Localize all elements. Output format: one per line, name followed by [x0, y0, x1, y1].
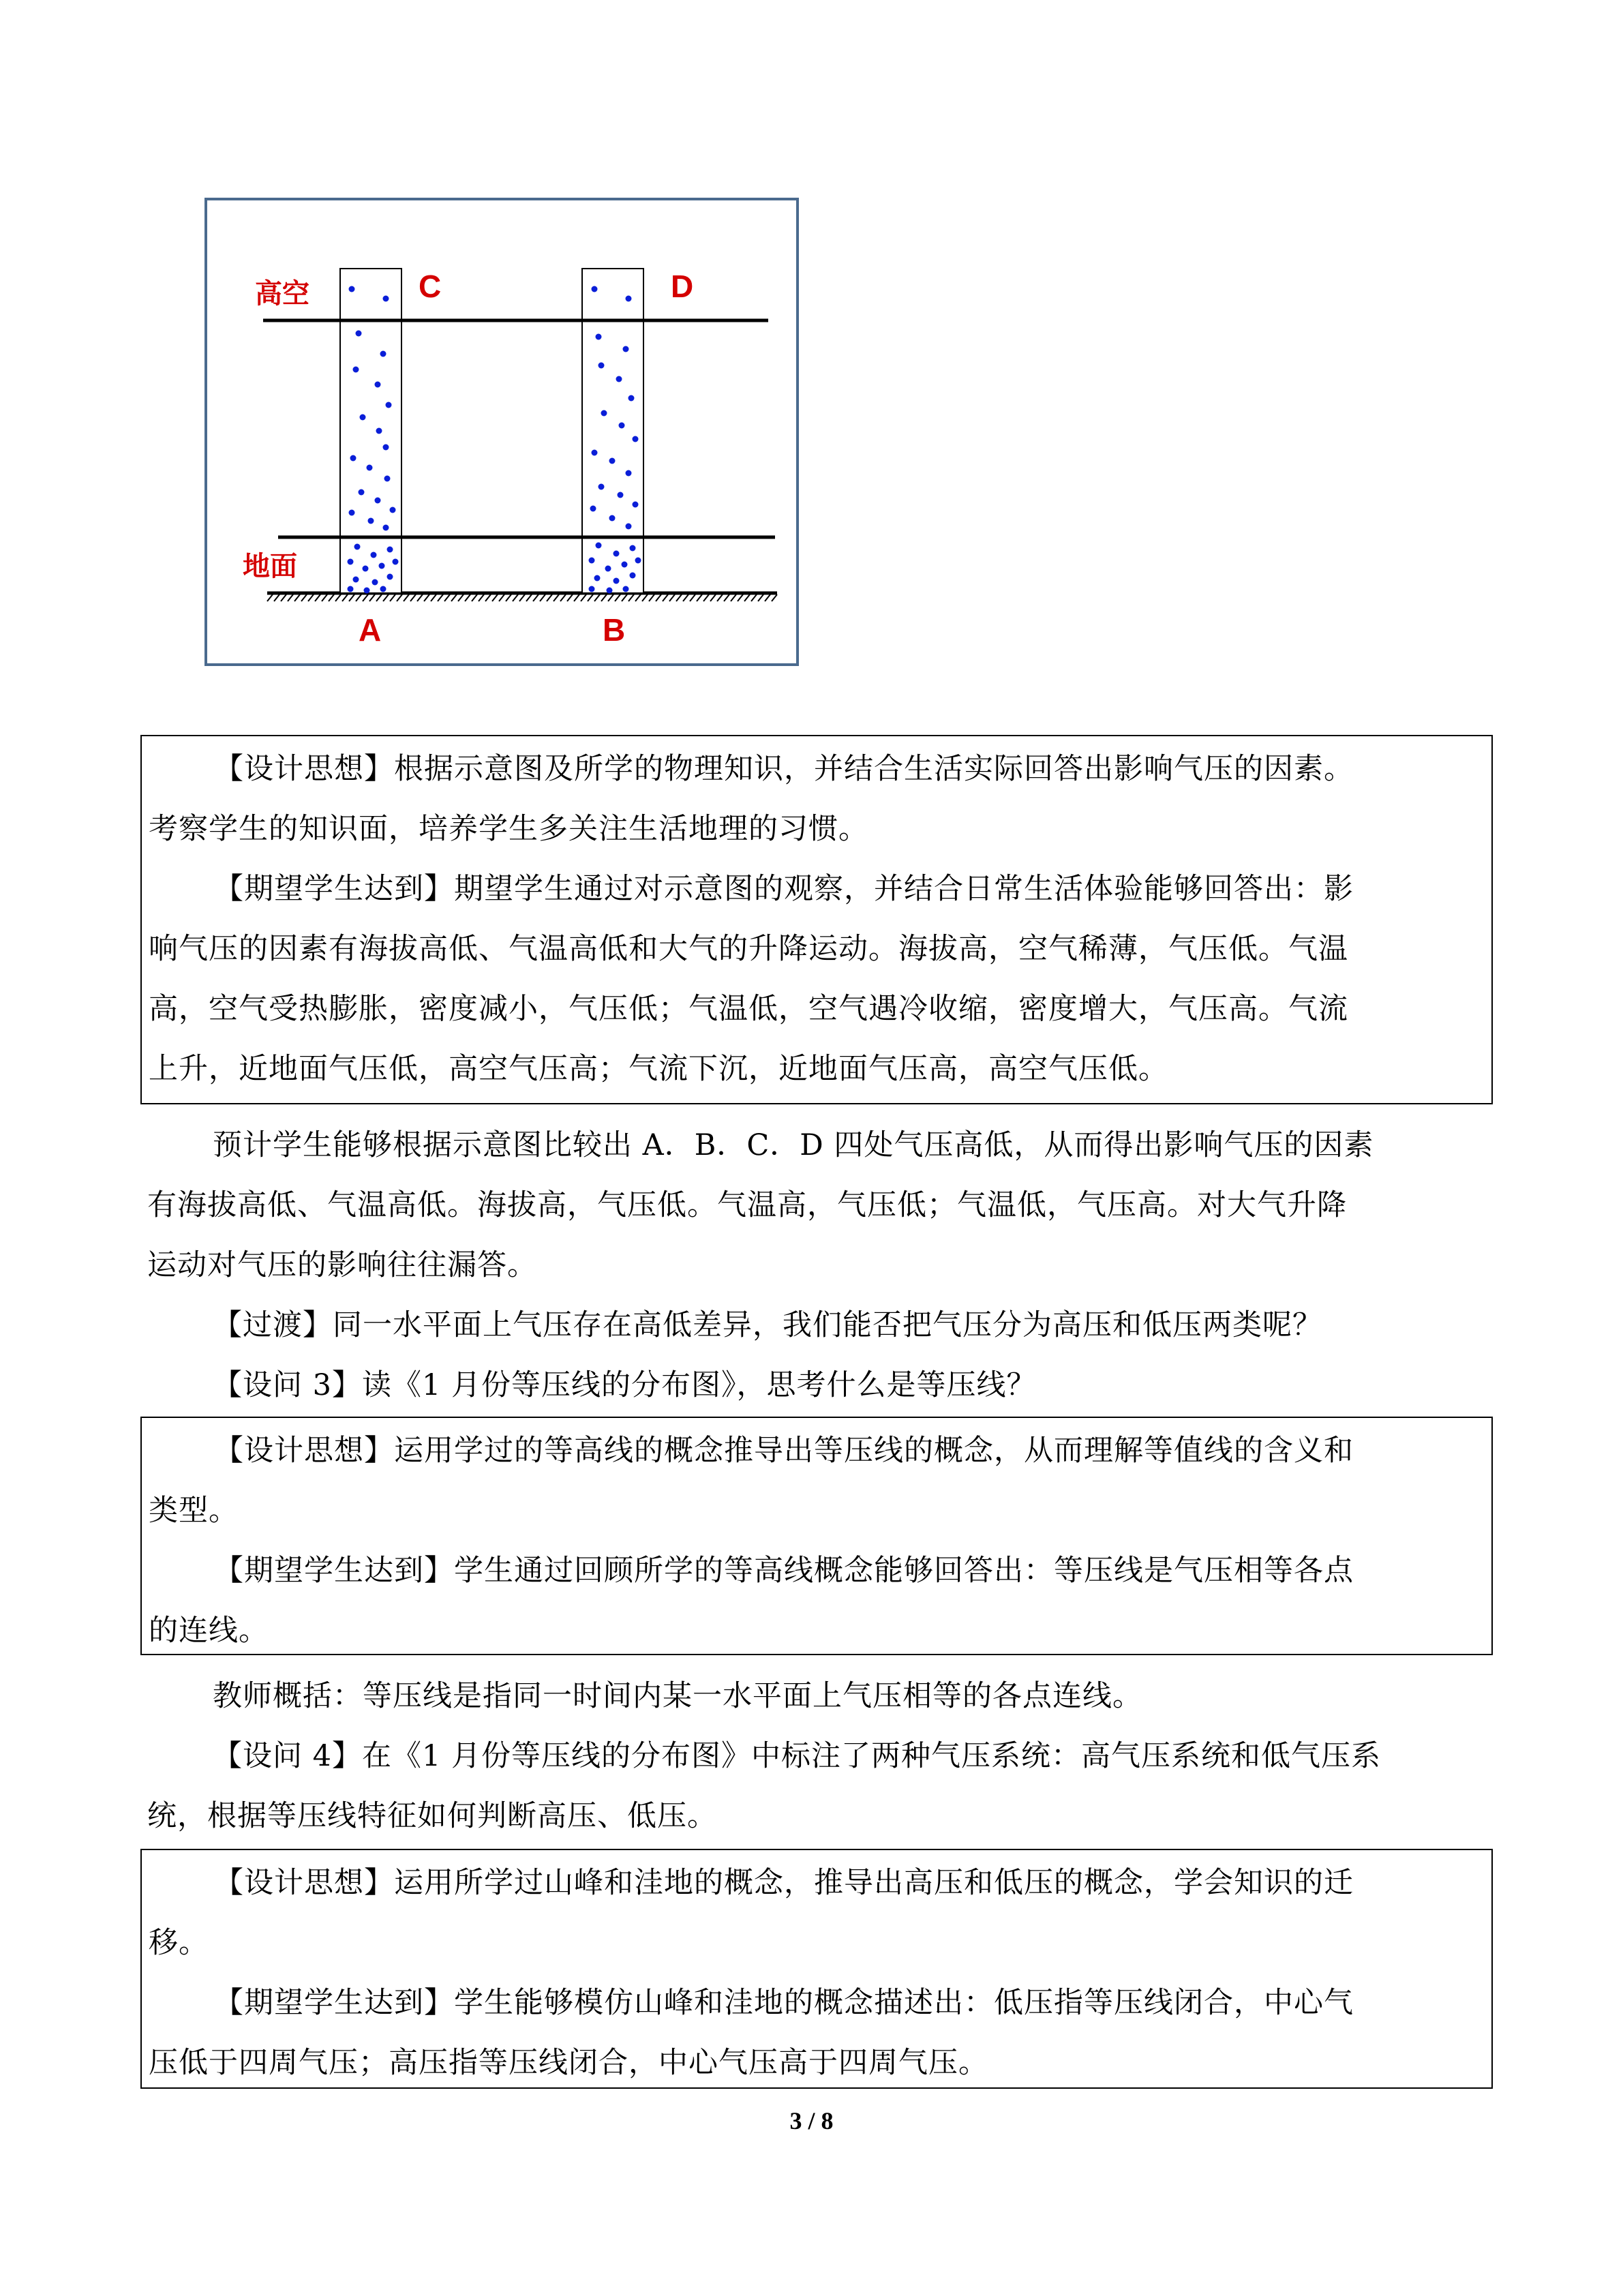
design-box-2: [140, 1417, 1493, 1655]
air-column-diagram: [204, 198, 799, 666]
box3-line-2: 移。: [149, 1926, 209, 1960]
label-b: B: [603, 612, 626, 648]
box3-line-1: 【设计思想】运用所学过山峰和洼地的概念，推导出高压和低压的概念，学会知识的迁: [214, 1866, 1354, 1900]
box2-line-4: 的连线。: [149, 1614, 269, 1648]
box1-line-6: 上升，近地面气压低，高空气压高；气流下沉，近地面气压高，高空气压低。: [149, 1052, 1168, 1086]
box1-line-5: 高，空气受热膨胀，密度减小，气压低；气温低，空气遇冷收缩，密度增大，气压高。气流: [149, 992, 1348, 1026]
air-column-right: [582, 269, 643, 593]
question-4-line-2: 统，根据等压线特征如何判断高压、低压。: [147, 1799, 717, 1833]
box2-line-3: 【期望学生达到】学生通过回顾所学的等高线概念能够回答出：等压线是气压相等各点: [214, 1554, 1354, 1588]
box3-line-4: 压低于四周气压；高压指等压线闭合，中心气压高于四周气压。: [149, 2046, 988, 2080]
summary-paragraph: [147, 1666, 1490, 1846]
transition-line: 【过渡】同一水平面上气压存在高低差异，我们能否把气压分为高压和低压两类呢？: [213, 1308, 1322, 1342]
design-box-3: [140, 1849, 1493, 2089]
prediction-paragraph: [147, 1115, 1490, 1415]
label-upper-air: 高空: [255, 278, 309, 309]
air-column-left: [340, 269, 401, 593]
page-number: 3 / 8: [789, 2107, 834, 2134]
para1-line-2: 有海拔高低、气温高低。海拔高，气压低。气温高，气压低；气温低，气压高。对大气升降: [147, 1188, 1347, 1222]
box2-line-2: 类型。: [149, 1494, 239, 1528]
box1-line-3: 【期望学生达到】期望学生通过对示意图的观察，并结合日常生活体验能够回答出：影: [214, 872, 1354, 906]
para1-line-1: 预计学生能够根据示意图比较出 A．B．C．D 四处气压高低，从而得出影响气压的因素: [213, 1128, 1374, 1162]
design-box-1: [140, 735, 1493, 1104]
box2-line-1: 【设计思想】运用学过的等高线的概念推导出等压线的概念，从而理解等值线的含义和: [214, 1434, 1354, 1468]
box1-line-2: 考察学生的知识面，培养学生多关注生活地理的习惯。: [149, 812, 868, 846]
teacher-summary-line: 教师概括：等压线是指同一时间内某一水平面上气压相等的各点连线。: [213, 1679, 1142, 1713]
label-ground: 地面: [243, 551, 297, 582]
label-a: A: [359, 612, 382, 648]
question-3-line: 【设问 3】读《1 月份等压线的分布图》，思考什么是等压线？: [213, 1368, 1037, 1402]
box1-line-1: 【设计思想】根据示意图及所学的物理知识，并结合生活实际回答出影响气压的因素。: [214, 752, 1354, 786]
ground-hatching: [267, 594, 777, 601]
para1-line-3: 运动对气压的影响往往漏答。: [147, 1248, 537, 1282]
box1-line-4: 响气压的因素有海拔高低、气温高低和大气的升降运动。海拔高，空气稀薄，气压低。气温: [149, 932, 1348, 966]
box3-line-3: 【期望学生达到】学生能够模仿山峰和洼地的概念描述出：低压指等压线闭合，中心气: [214, 1986, 1354, 2020]
label-d: D: [671, 269, 694, 304]
air-column-svg: [207, 200, 796, 663]
question-4-line-1: 【设问 4】在《1 月份等压线的分布图》中标注了两种气压系统：高气压系统和低气压系: [213, 1739, 1382, 1773]
label-c: C: [419, 269, 442, 304]
